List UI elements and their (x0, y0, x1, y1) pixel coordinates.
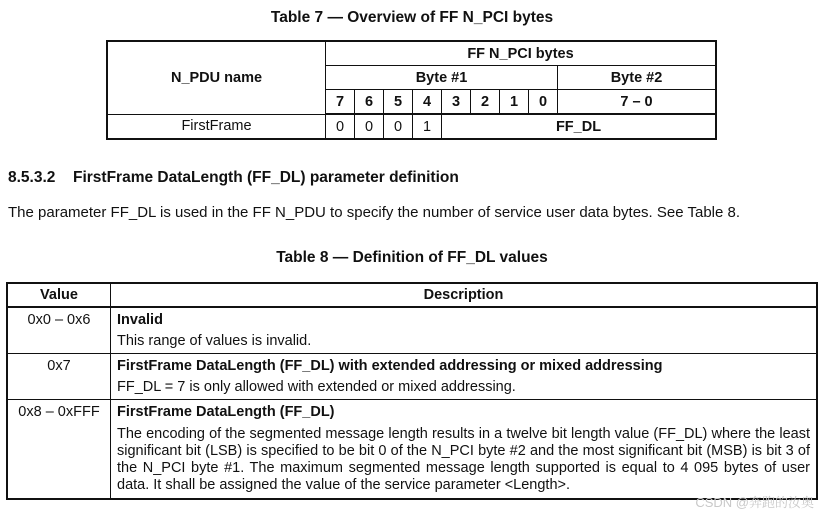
row-bit-6-value: 0 (355, 114, 384, 139)
header-byte1: Byte #1 (326, 66, 558, 90)
table-row (7, 354, 817, 375)
description-text: The encoding of the segmented message length results in a twelve bit length value (FF_DL) where the least significant bit (LSB) is specified to be bit 0 of the N_PCI byte #2 and the most significant bit (MSB) is bit 3 of the N_PCI byte #1. The maximum segmented message length supported is equal to 4 095 bytes of user data. It shall be assigned the value of the service parameter <Length>. (111, 420, 818, 499)
watermark: CSDN @奔跑的汝奥 (695, 495, 814, 510)
bit-0: 0 (529, 90, 558, 115)
section-paragraph: The parameter FF_DL is used in the FF N_PDU to specify the number of service user data bytes. See Table 8. (8, 204, 741, 221)
table7 (106, 40, 717, 140)
value-cell: 0x0 – 0x6 (7, 307, 111, 354)
section-number: 8.5.3.2 (8, 169, 56, 186)
header-description: Description (111, 283, 818, 307)
table8 (6, 282, 818, 500)
bit-2: 2 (471, 90, 500, 115)
table7-caption: Table 7 — Overview of FF N_PCI bytes (270, 9, 554, 26)
bit-4: 4 (413, 90, 442, 115)
table-row (7, 307, 817, 328)
row-bit-7-value: 0 (326, 114, 355, 139)
table8-caption: Table 8 — Definition of FF_DL values (276, 249, 548, 266)
header-byte2: Byte #2 (558, 66, 717, 90)
header-npdu-name: N_PDU name (107, 41, 326, 114)
bit-6: 6 (355, 90, 384, 115)
bit-1: 1 (500, 90, 529, 115)
row-bit-5-value: 0 (384, 114, 413, 139)
row-firstframe-name: FirstFrame (107, 114, 326, 139)
table-row (7, 400, 817, 421)
row-ff-dl-cell: FF_DL (442, 114, 717, 139)
description-title: FirstFrame DataLength (FF_DL) with extended addressing or mixed addressing (111, 354, 818, 375)
description-title: Invalid (111, 307, 818, 328)
bit-3: 3 (442, 90, 471, 115)
value-cell: 0x7 (7, 354, 111, 400)
header-ff-npci-bytes: FF N_PCI bytes (326, 41, 717, 66)
section-title: FirstFrame DataLength (FF_DL) parameter definition (73, 169, 459, 186)
value-cell: 0x8 – 0xFFF (7, 400, 111, 500)
bit-5: 5 (384, 90, 413, 115)
description-text: This range of values is invalid. (111, 328, 818, 354)
bit-7: 7 (326, 90, 355, 115)
section-heading (8, 169, 459, 187)
row-bit-4-value: 1 (413, 114, 442, 139)
header-value: Value (7, 283, 111, 307)
description-title: FirstFrame DataLength (FF_DL) (111, 400, 818, 421)
description-text: FF_DL = 7 is only allowed with extended or mixed addressing. (111, 374, 818, 400)
byte2-bit-range: 7 – 0 (558, 90, 717, 115)
